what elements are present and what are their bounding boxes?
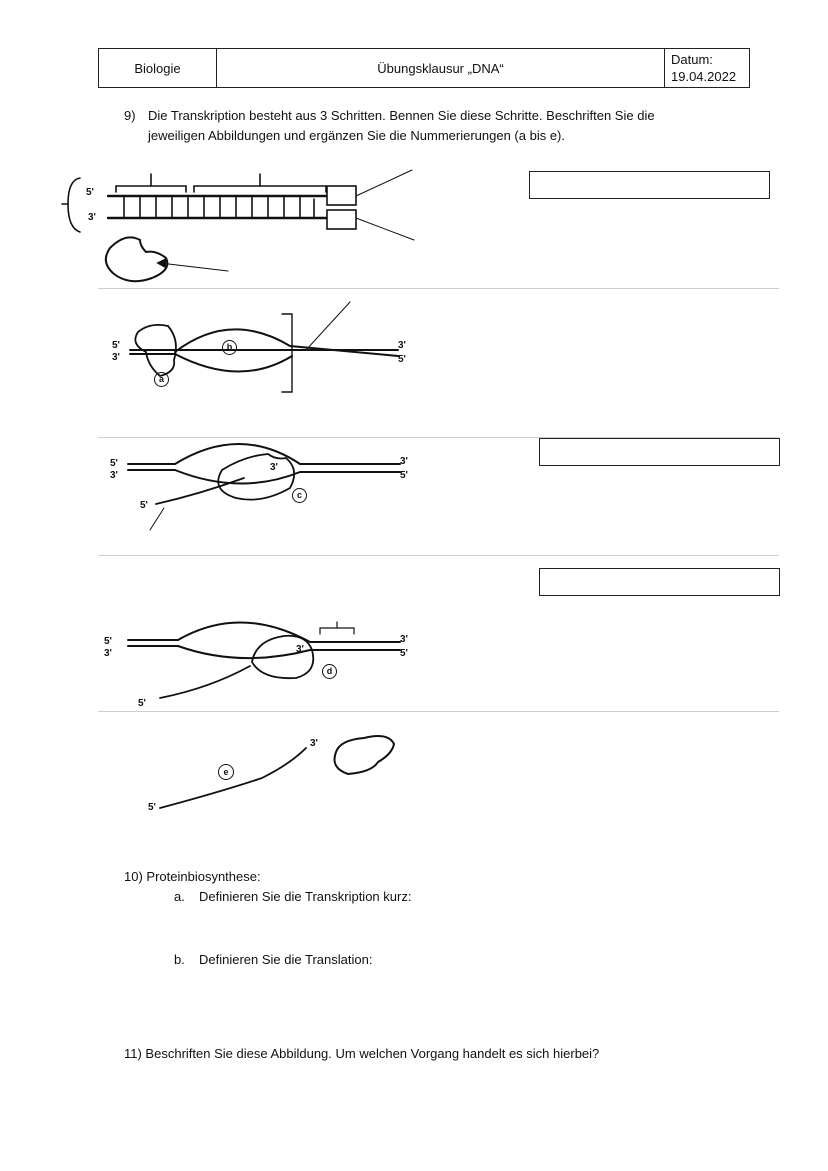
fig1-label-5prime: 5' (86, 187, 94, 198)
fig3-label-5prime: 5' (110, 458, 118, 469)
date-label: Datum: (671, 52, 713, 67)
figure-5-rna (160, 736, 394, 808)
fig2-label-5prime-right: 5' (398, 354, 406, 365)
fig4-label-5prime-rna: 5' (138, 698, 146, 709)
q10-b-text: Definieren Sie die Translation: (199, 952, 373, 967)
fig2-label-3prime-right: 3' (398, 340, 406, 351)
fig3-marker-c: c (292, 488, 307, 503)
figure-1-dna (62, 170, 414, 281)
q10-a-marker: a. (174, 889, 185, 904)
date-value: 19.04.2022 (671, 69, 737, 84)
figure-4-termination (128, 622, 400, 698)
q9-line1: Die Transkription besteht aus 3 Schritten. Bennen Sie diese Schritte. Beschriften Sie die (148, 108, 655, 123)
fig4-label-5prime: 5' (104, 636, 112, 647)
q9-number: 9) (124, 108, 136, 123)
figure-3-elongation (128, 444, 400, 530)
fig2-marker-a: a (154, 372, 169, 387)
fig3-label-3prime-rna: 3' (270, 462, 278, 473)
q10-b-marker: b. (174, 952, 185, 967)
fig4-marker-d: d (322, 664, 337, 679)
figure-1-base-pairs (124, 197, 314, 217)
subject-label: Biologie (134, 60, 181, 76)
fig2-label-5prime: 5' (112, 340, 120, 351)
q9-line2: jeweiligen Abbildungen und ergänzen Sie die Nummerierungen (a bis e). (148, 128, 565, 143)
fig3-label-3prime-right: 3' (400, 456, 408, 467)
fig4-label-5prime-right: 5' (400, 648, 408, 659)
fig4-label-3prime: 3' (104, 648, 112, 659)
exam-title: Übungsklausur „DNA“ (377, 60, 504, 76)
fig3-label-3prime: 3' (110, 470, 118, 481)
q11-text: 11) Beschriften Sie diese Abbildung. Um welchen Vorgang handelt es sich hierbei? (124, 1046, 600, 1061)
fig3-label-5prime-rna: 5' (140, 500, 148, 511)
fig4-label-3prime-rna: 3' (296, 644, 304, 655)
fig1-label-3prime: 3' (88, 212, 96, 223)
figure-2-initiation (130, 302, 398, 392)
fig5-marker-e: e (218, 764, 234, 780)
fig5-label-3prime: 3' (310, 738, 318, 749)
q10-a-text: Definieren Sie die Transkription kurz: (199, 889, 412, 904)
fig3-label-5prime-right: 5' (400, 470, 408, 481)
fig5-label-5prime: 5' (148, 802, 156, 813)
q10-title: 10) Proteinbiosynthese: (124, 869, 261, 884)
fig4-label-3prime-right: 3' (400, 634, 408, 645)
fig2-marker-b: b (222, 340, 237, 355)
fig2-label-3prime: 3' (112, 352, 120, 363)
